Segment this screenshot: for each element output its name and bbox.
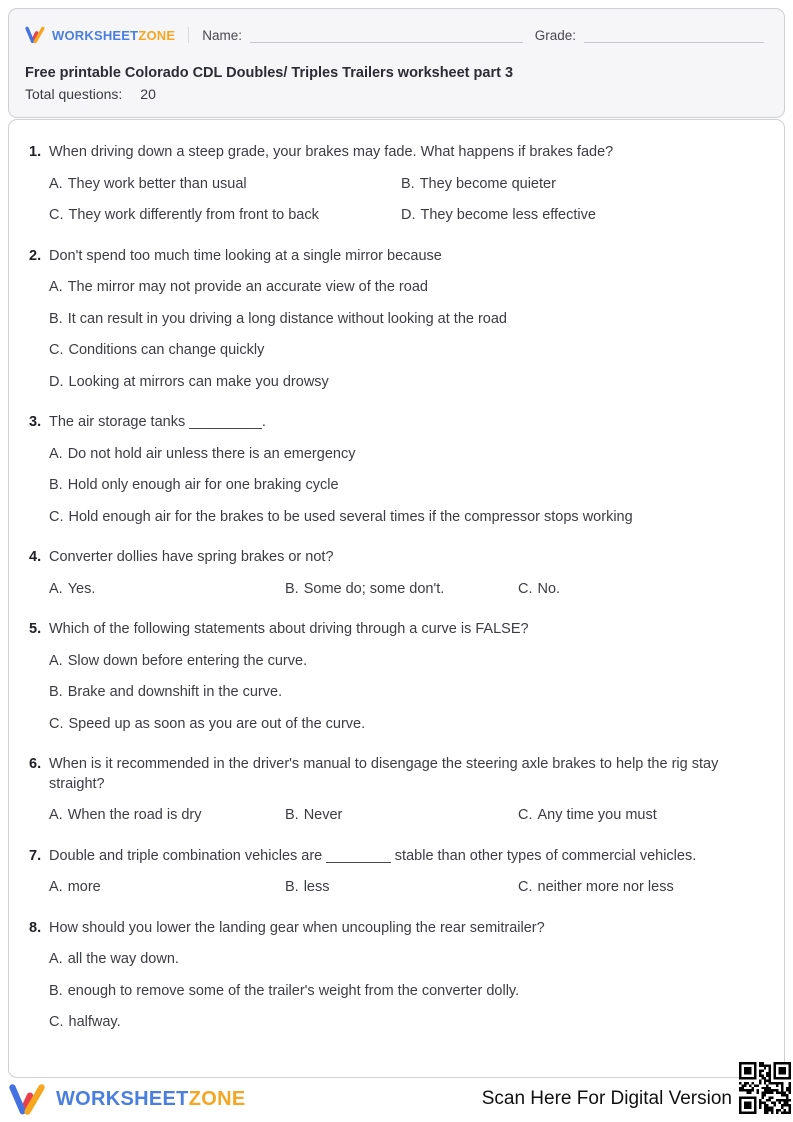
- qr-code: [739, 1062, 791, 1114]
- name-write-line: [250, 28, 523, 43]
- footer: [8, 1066, 791, 1120]
- option-letter: D.: [49, 373, 64, 390]
- option-text: Never: [303, 807, 343, 823]
- option-text: Slow down before entering the curve.: [67, 652, 308, 669]
- header-divider: [188, 27, 189, 43]
- option-letter: A.: [49, 175, 63, 192]
- footer-wordmark: [56, 1088, 245, 1111]
- option-text: Speed up as soon as you are out of the curve.: [68, 715, 366, 732]
- option-letter: C.: [49, 1014, 64, 1030]
- option-letter: C.: [518, 807, 533, 823]
- question-text: When driving down a steep grade, your brakes may fade. What happens if brakes fade?: [49, 144, 614, 160]
- option-letter: C.: [518, 580, 533, 597]
- option-text: No.: [537, 580, 561, 597]
- option-text: They become quieter: [419, 175, 556, 192]
- question-head: [29, 143, 760, 163]
- option-text: It can result in you driving a long distance without looking at the road: [67, 310, 507, 327]
- option: [285, 878, 518, 898]
- question-number: 3.: [29, 414, 42, 430]
- option-text: Conditions can change quickly: [68, 342, 265, 358]
- option-text: Brake and downshift in the curve.: [67, 684, 283, 700]
- option-letter: C.: [49, 715, 64, 732]
- option: [49, 1013, 760, 1033]
- option-list: [49, 878, 760, 898]
- total-questions-value: 20: [140, 86, 156, 102]
- question-head: [29, 247, 760, 267]
- option: [49, 580, 285, 600]
- question: [29, 919, 760, 1033]
- option: [401, 175, 760, 195]
- question-number: 6.: [29, 756, 42, 772]
- option-letter: B.: [49, 310, 63, 327]
- option-letter: C.: [49, 342, 64, 358]
- worksheetzone-wordmark: [52, 28, 175, 43]
- question: [29, 847, 760, 898]
- option-letter: C.: [49, 207, 64, 223]
- option-letter: A.: [49, 807, 63, 823]
- question-text: The air storage tanks _________.: [49, 414, 266, 430]
- option: [285, 806, 518, 826]
- option-list: [49, 175, 760, 226]
- footer-worksheetzone-logo-icon: [8, 1083, 48, 1116]
- option-list: [49, 445, 760, 528]
- question-text: Don't spend too much time looking at a single mirror because: [49, 247, 442, 264]
- option: [49, 982, 760, 1002]
- option-text: When the road is dry: [67, 807, 202, 823]
- question: [29, 755, 760, 826]
- option: [49, 341, 760, 361]
- option-text: Hold only enough air for one braking cycle: [67, 477, 339, 493]
- option: [49, 508, 760, 528]
- grade-label: Grade:: [534, 27, 576, 43]
- question: [29, 143, 760, 226]
- option-letter: B.: [285, 879, 299, 895]
- grade-write-line: [584, 28, 764, 43]
- option: [49, 878, 285, 898]
- option-text: Some do; some don't.: [303, 580, 445, 597]
- option-text: Yes.: [67, 580, 96, 597]
- question-head: [29, 847, 760, 867]
- option-letter: A.: [49, 652, 63, 669]
- question-list: [29, 143, 760, 1033]
- worksheetzone-logo: [25, 26, 175, 44]
- option-letter: B.: [49, 684, 63, 700]
- wordmark-zone: ZONE: [138, 27, 176, 43]
- option: [49, 175, 401, 195]
- option-letter: B.: [285, 807, 299, 823]
- option-letter: A.: [49, 279, 63, 295]
- option: [49, 950, 760, 970]
- question-head: [29, 620, 760, 640]
- question-number: 1.: [29, 144, 42, 160]
- option-letter: A.: [49, 445, 63, 462]
- scan-here-label: Scan Here For Digital Version: [481, 1088, 732, 1109]
- option-text: They work better than usual: [67, 175, 247, 192]
- option: [49, 310, 760, 330]
- option-text: Any time you must: [537, 807, 657, 823]
- option-letter: B.: [49, 477, 63, 493]
- option: [49, 806, 285, 826]
- worksheetzone-logo-icon: [25, 26, 46, 44]
- option-text: neither more nor less: [537, 879, 674, 895]
- footer-wordmark-zone: ZONE: [188, 1088, 246, 1110]
- option-letter: B.: [285, 580, 299, 597]
- question: [29, 247, 760, 393]
- option: [49, 206, 401, 226]
- option: [49, 683, 760, 703]
- footer-worksheetzone-logo: [8, 1083, 245, 1116]
- question: [29, 413, 760, 527]
- option-text: all the way down.: [67, 951, 179, 967]
- question-text: Double and triple combination vehicles are ________ stable than other types of commercial vehicles.: [49, 847, 697, 864]
- total-questions-row: [25, 86, 764, 102]
- option: [518, 580, 760, 600]
- option-letter: A.: [49, 951, 63, 967]
- total-questions-label: Total questions:: [25, 86, 123, 102]
- option-text: The mirror may not provide an accurate view of the road: [67, 279, 428, 295]
- question-head: [29, 548, 760, 568]
- questions-card: [8, 119, 785, 1078]
- name-label: Name:: [202, 27, 242, 43]
- question-text: Which of the following statements about driving through a curve is FALSE?: [49, 621, 529, 637]
- question-head: [29, 755, 760, 794]
- option: [49, 373, 760, 393]
- option-list: [49, 806, 760, 826]
- option-text: Looking at mirrors can make you drowsy: [68, 373, 329, 390]
- option: [518, 806, 760, 826]
- option-letter: C.: [49, 508, 64, 525]
- option-letter: B.: [49, 982, 63, 999]
- option-letter: B.: [401, 175, 415, 192]
- question-number: 2.: [29, 247, 42, 264]
- footer-wordmark-worksheet: WORKSHEET: [56, 1088, 189, 1110]
- option: [401, 206, 760, 226]
- option: [49, 445, 760, 465]
- option: [49, 652, 760, 672]
- option-text: Do not hold air unless there is an emergency: [67, 445, 356, 462]
- option: [49, 278, 760, 298]
- option-text: enough to remove some of the trailer's weight from the converter dolly.: [67, 982, 520, 999]
- wordmark-worksheet: WORKSHEET: [52, 27, 139, 43]
- option: [285, 580, 518, 600]
- question-head: [29, 413, 760, 433]
- option-letter: A.: [49, 879, 63, 895]
- option-text: halfway.: [68, 1014, 121, 1030]
- question-head: [29, 919, 760, 939]
- question-text: How should you lower the landing gear when uncoupling the rear semitrailer?: [49, 919, 545, 936]
- option: [49, 715, 760, 735]
- option-letter: A.: [49, 580, 63, 597]
- option-text: Hold enough air for the brakes to be used several times if the compressor stops working: [68, 508, 633, 525]
- question-number: 4.: [29, 549, 42, 565]
- header-card: [8, 8, 785, 118]
- option-letter: D.: [401, 207, 416, 223]
- option: [518, 878, 760, 898]
- option-text: They work differently from front to back: [68, 207, 319, 223]
- option-text: less: [303, 879, 330, 895]
- option-list: [49, 278, 760, 392]
- option-letter: C.: [518, 879, 533, 895]
- question-number: 5.: [29, 621, 42, 637]
- option-list: [49, 950, 760, 1033]
- option-list: [49, 652, 760, 735]
- option: [49, 476, 760, 496]
- question-number: 7.: [29, 847, 42, 864]
- option-text: more: [67, 879, 101, 895]
- option-text: They become less effective: [420, 207, 596, 223]
- question-text: Converter dollies have spring brakes or not?: [49, 549, 334, 565]
- question-number: 8.: [29, 919, 42, 936]
- worksheet-title: Free printable Colorado CDL Doubles/ Triples Trailers worksheet part 3: [25, 65, 514, 81]
- option-list: [49, 580, 760, 600]
- header-top-row: [25, 22, 764, 48]
- question: [29, 548, 760, 599]
- question-text: When is it recommended in the driver's manual to disengage the steering axle brakes to help the rig stay straight?: [49, 756, 719, 792]
- question: [29, 620, 760, 734]
